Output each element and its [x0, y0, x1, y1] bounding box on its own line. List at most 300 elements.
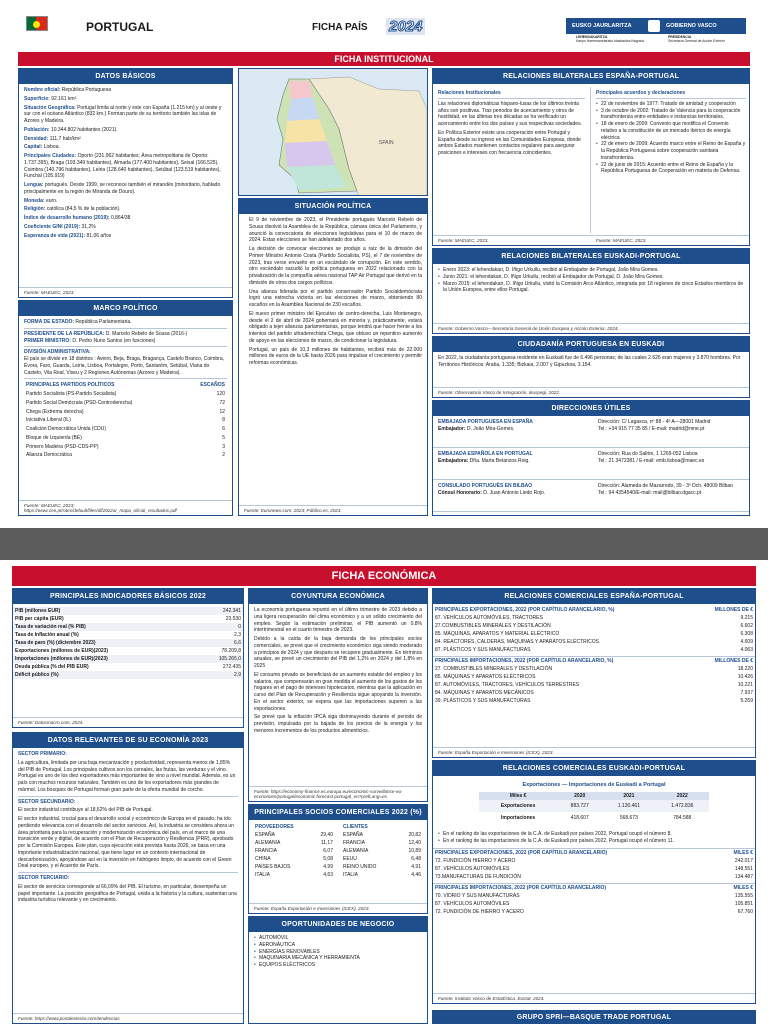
- coyuntura-title: COYUNTURA ECONÓMICA: [249, 589, 427, 604]
- gov-name-eu: EUSKO JAURLARITZA: [572, 23, 632, 29]
- rel-eus-item: • Marzo 2015: el lehendakari, D. Iñigo Urkullu, visitó la Comisión Arco Atlántico, integrada por 18 regiones de cinco Estados miembros de la Unión Europea, entre ellos Portugal.: [438, 281, 744, 295]
- indicadores-box: [12, 588, 244, 728]
- import-row-cell: 18.220: [737, 666, 753, 672]
- indicador-row-cell: 272.435: [222, 664, 241, 670]
- eus-export-row: [433, 865, 755, 873]
- eus-export-row-cell: 87. VEHÍCULOS AUTOMÓVILES: [435, 865, 510, 872]
- export-row: [433, 614, 755, 622]
- proveedor-row: [253, 839, 335, 847]
- com-esp-pt-source: Fuente: España Exportación e Inversiones (ICEX), 2023.: [433, 747, 755, 757]
- com-esp-pt-exp-table: [433, 606, 755, 654]
- eus-table-cell: 418.607: [570, 815, 589, 821]
- party-row: [24, 451, 227, 460]
- proveedor-row-cell: 4,99: [323, 864, 333, 870]
- cliente-row-cell: 20,82: [408, 832, 421, 838]
- gov-sub1: LEHENDAKARITZA: [576, 35, 608, 39]
- sector-primario-label: SECTOR PRIMARIO:: [18, 751, 67, 757]
- proveedor-row-cell: 4,63: [323, 872, 333, 878]
- coyuntura-list: [249, 604, 427, 740]
- eus-table-row: [479, 800, 709, 812]
- marco-politico-box: [18, 300, 233, 516]
- direccion-addr: Dirección: C/ Lagasca, nº 88 - 4ª A—28001 Madrid: [598, 419, 711, 425]
- doc-year: 2024: [386, 18, 425, 35]
- dato-basico: [24, 127, 227, 134]
- map-label-spain: SPAIN: [379, 140, 394, 146]
- dato-basico: [24, 215, 227, 222]
- eus-table-header: 2020: [574, 793, 586, 799]
- eus-table-cell: 1.472.836: [671, 803, 694, 809]
- portugal-flag-icon: [26, 16, 48, 31]
- import-row: [433, 697, 755, 705]
- dato-value: 10.344.802 habitantes (2021).: [50, 126, 118, 133]
- gov-name-es: GOBIERNO VASCO: [666, 23, 717, 29]
- dato-basico: [24, 182, 227, 196]
- direccion-right: [598, 419, 744, 444]
- indicador-row: [13, 615, 243, 623]
- dato-label: Principales Ciudades:: [24, 153, 77, 159]
- direccion-name: EMBAJADA PORTUGUESA EN ESPAÑA: [438, 419, 533, 425]
- direccion-name: EMBAJADA ESPAÑOLA EN PORTUGAL: [438, 451, 533, 457]
- socios-title: PRINCIPALES SOCIOS COMERCIALES 2022 (%): [249, 805, 427, 820]
- datos-relevantes-title: DATOS RELEVANTES DE SU ECONOMÍA 2023: [13, 733, 243, 748]
- dato-basico: [24, 206, 227, 213]
- datos-relevantes-box: [12, 732, 244, 1024]
- party-row-cell: 12: [219, 408, 225, 415]
- direccion-person: [438, 426, 598, 433]
- party-row-cell: 120: [216, 391, 225, 397]
- coyuntura-item: El consumo privado se beneficiará de un aumento estable del empleo y los salarios, que compensarán en gran medida el aumento de los gastos de los hogares en el pago de intereses hipotecarios, mientras que la aplicación en curso del Plan de Recuperación y Resiliencia sigue apoyando la inversión. En el sector exterior, se espera que las importaciones superen a las exportaciones.: [254, 671, 422, 712]
- import-row-cell: 87. AUTOMÓVILES, TRACTORES, VEHÍCULOS TERRESTRES: [435, 682, 580, 688]
- dato-value: portugués. Desde 1999, se reconoce también el mirandés (minoritario, hablado principalmente en la región de Miranda de Douro).: [24, 182, 221, 195]
- dato-label: Lengua:: [24, 182, 44, 188]
- export-row: [433, 630, 755, 638]
- party-row-cell: Coalición Democrática Unida (CDU): [26, 426, 107, 432]
- oportunidades-box: [248, 916, 428, 1024]
- sector-primario-text: La agricultura, limitada por una baja mecanización y productividad, representa menos de 1,85% del PIB de Portugal. Los principales cultivos son los cereales, las frutas, las verduras y el vino. Portugal es uno de los diez exportadores más importantes de vino a nivel mundial. Además, es un país con muchos recursos naturales. También es uno de los exportadores más grandes de mármol. Los bosques de Portugal forman gran parte de la oferta mundial de corcho.: [18, 759, 236, 793]
- clientes-header: CLIENTES: [343, 824, 368, 830]
- eus-export-row-cell: 73.MANUFACTURAS DE FUNDICIÓN: [435, 873, 521, 880]
- direcciones-list: [433, 416, 749, 512]
- direccion-person: [438, 490, 598, 497]
- direccion-tel: Tel.: 21 3472381 / E-mail: emb.lisboa@maec.es: [598, 458, 705, 464]
- proveedor-row-cell: ESPAÑA: [255, 832, 275, 838]
- gov-logo: [566, 18, 746, 34]
- proveedor-row-cell: 11,17: [320, 840, 333, 846]
- com-esp-pt-unit-header-2: MILLONES DE €: [714, 658, 753, 664]
- indicador-row-cell: PIB per cápita (EUR): [15, 616, 64, 622]
- eus-export-row: [433, 857, 755, 865]
- cliente-row-cell: ALEMANIA: [343, 848, 369, 854]
- dato-basico: [24, 87, 227, 94]
- import-row: [433, 681, 755, 689]
- direccion-person: [438, 458, 598, 465]
- rel-eus-pt-source: Fuente: Gobierno Vasco—Secretaría General de Unión Europea y Acción Exterior, 2024.: [433, 323, 749, 333]
- situacion-politica-box: [238, 198, 428, 516]
- socios-source: Fuente: España Exportación e Inversiones (ICEX), 2023.: [249, 903, 427, 913]
- eus-export-row-cell: 242.017: [734, 857, 753, 864]
- indicador-row-cell: 242.341: [222, 608, 241, 614]
- marco-source: Fuente: MAEUEC, 2023; https://www.cne.pt/sites/default/files/dl/2022ar_mapa_oficial_resultados.pdf: [19, 500, 232, 515]
- indicador-row-cell: 78.209,8: [221, 648, 241, 654]
- acuerdo-item: • 22 de junio de 2015: Acuerdo entre el Reino de España y la República Portuguesa de Cooperación en materia de Defensa.: [596, 162, 746, 176]
- dato-value: 111,7 hab/km²: [49, 135, 81, 142]
- acuerdos-heading: Principales acuerdos y declaraciones: [596, 90, 746, 99]
- cliente-row-cell: EEUU: [343, 856, 357, 862]
- dato-basico: [24, 233, 227, 240]
- direccion-left: [438, 451, 598, 476]
- doc-title: FICHA PAÍS: [312, 22, 368, 33]
- situacion-list: [239, 214, 427, 372]
- import-row: [433, 673, 755, 681]
- export-row-cell: 84. REACTORES, CALDERAS, MÁQUINAS Y APARATOS ELÉCTRICOS: [435, 639, 599, 645]
- com-eus-pt-imp-table: [433, 883, 755, 916]
- export-row: [433, 622, 755, 630]
- dato-basico: [24, 96, 227, 103]
- cliente-row-cell: 10,89: [408, 848, 421, 854]
- indicador-row-cell: PIB (millones EUR): [15, 608, 61, 614]
- country-name: PORTUGAL: [86, 20, 154, 34]
- ciudadania-box: [432, 336, 750, 398]
- dato-label: Situación Geográfica:: [24, 104, 76, 111]
- import-row: [433, 689, 755, 697]
- eus-export-row-cell: 72. FUNDICIÓN HIERRO Y ACERO: [435, 857, 516, 864]
- clientes-table: [341, 823, 423, 879]
- import-row-cell: 7.937: [740, 690, 753, 696]
- indicador-row-cell: Tasa de paro (%) (diciembre 2023): [15, 640, 96, 646]
- datos-basicos-list: [19, 84, 232, 244]
- dato-label: Capital:: [24, 144, 43, 151]
- indicadores-title: PRINCIPALES INDICADORES BÁSICOS 2022: [13, 589, 243, 604]
- indicador-row-cell: Deuda pública (% del PIB EUR): [15, 664, 89, 670]
- export-row-cell: 27.COMBUSTIBLES MINERALES Y DESTILACIÓN: [435, 623, 551, 629]
- direcciones-box: [432, 400, 750, 516]
- eus-table-cell: 568.673: [619, 815, 638, 821]
- eus-import-row-cell: 87. VEHÍCULOS AUTOMÓVILES: [435, 900, 510, 907]
- direccion-person-name: D. João Mira-Gomes.: [466, 426, 515, 432]
- cliente-row-cell: 12,40: [408, 840, 421, 846]
- eus-import-row-cell: 67.760: [737, 908, 753, 915]
- situacion-item: Portugal, un país de 10,3 millones de habitantes, recibirá más de 22.000 millones de euros de la UE hasta 2026 para impulsar el crecimiento y permitir reformas económicas.: [249, 346, 422, 366]
- eus-table-cell: 784.588: [673, 815, 692, 821]
- oportunidad-item: • ENERGÍAS RENOVABLES: [254, 949, 422, 956]
- acuerdo-item: • 3 de octubre de 2002: Tratado de Valencia para la cooperación transfronteriza entre entidades e instancias territoriales.: [596, 108, 746, 122]
- import-row-cell: 84. MÁQUINAS Y APARATOS MECÁNICOS: [435, 690, 534, 696]
- proveedor-row-cell: CHINA: [255, 856, 271, 862]
- dato-label: Índice de desarrollo humano (2019):: [24, 215, 110, 221]
- indicador-row-cell: 2,3: [234, 632, 241, 638]
- indicador-row-cell: Tasa de variación real (% PIB): [15, 624, 86, 630]
- eus-import-row: [433, 892, 755, 900]
- export-row-cell: 85. MÁQUINAS, APARATOS Y MATERIAL ELÉCTRICO: [435, 631, 560, 637]
- spri-title: GRUPO SPRI—BASQUE TRADE PORTUGAL: [432, 1010, 756, 1024]
- eus-table-header: 2021: [623, 793, 635, 799]
- page-ficha-economica: [0, 560, 768, 1024]
- party-row-cell: Alianza Democrática: [26, 452, 72, 459]
- party-row-cell: Partido Socialista (PS-Partido Socialista): [26, 391, 117, 397]
- dato-value: 0,864/38: [110, 215, 131, 221]
- party-row-cell: Bloque de Izquierda (BE): [26, 434, 82, 441]
- dato-basico: [24, 144, 227, 151]
- rel-inst-p2: En Política Exterior existe una cooperación entre Portugal y España desde su ingreso en las Comunidades Europeas, donde ambos Estados mantienen contactos regulares para asegurar posiciones e intereses con frecuencia coincidentes.: [438, 129, 581, 156]
- direccion-person-name: Dña. Marta Betanzos Roig.: [469, 458, 530, 464]
- proveedores-table: [253, 823, 335, 879]
- indicador-row-cell: Tasa de Inflación anual (%): [15, 632, 79, 638]
- eus-import-row-cell: 70. VIDRIO Y SUS MANUFACTURAS: [435, 892, 520, 899]
- proveedor-row: [253, 871, 335, 879]
- direccion-person-name: D. Juan Antonio Liedo Rojo.: [483, 490, 546, 496]
- proveedor-row-cell: FRANCIA: [255, 848, 277, 854]
- direccion-item: [433, 416, 749, 448]
- eus-table-header: Miles €: [509, 793, 527, 799]
- datos-basicos-source: Fuente: MAEUEC, 2023.: [19, 287, 232, 297]
- import-row: [433, 665, 755, 673]
- indicador-row: [13, 623, 243, 631]
- sector-terciario-label: SECTOR TERCIARIO:: [18, 875, 70, 881]
- coyuntura-source: Fuente: https://economy-finance.ec.europa.eu/economic-surveillance-eu-economies/portugal/economic-forecast-portugal_en?prefLang=es: [249, 786, 427, 801]
- party-row-cell: 8: [222, 417, 225, 424]
- ranking-note: • En el ranking de las exportaciones de la C.A. de Euskadi por países 2022, Portugal ocupó el número 8.: [438, 831, 750, 838]
- proveedor-row-cell: 5,08: [323, 856, 333, 862]
- dato-label: Nombre oficial:: [24, 87, 61, 93]
- party-row: [24, 408, 227, 417]
- party-row-cell: Chega (Extrema derecha): [26, 408, 84, 415]
- cliente-row: [341, 863, 423, 871]
- coyuntura-box: [248, 588, 428, 802]
- situacion-item: La decisión de convocar elecciones se produjo a raíz de la dimisión del Primer Ministro Antonio Costa (Partido Socialista, PS), el 7 de noviembre de 2023, tras verse envuelto en un escándalo de corrupción. En este sentido, otro escándalo sacudió la política portuguesa en 2022 relacionado con la privatización de la compañía aérea nacional TAP Air Portugal que derivó en la dimisión de otros dos cargos políticos.: [249, 246, 422, 286]
- direccion-item: [433, 480, 749, 512]
- com-esp-pt-unit-header: MILLONES DE €: [714, 607, 753, 613]
- marco-politico-title: MARCO POLÍTICO: [19, 301, 232, 316]
- indicador-row-cell: Importaciones (millones de EUR)(2023): [15, 656, 108, 662]
- division-label: DIVISIÓN ADMINISTRATIVA:: [24, 349, 91, 356]
- party-row: [24, 399, 227, 408]
- export-row-cell: 4.063: [740, 647, 753, 653]
- rel-esp-pt-source-2: Fuente: MAEUEC, 2023.: [591, 235, 749, 245]
- com-eus-pt-chart-title: Exportaciones — Importaciones de Euskadi a Portugal: [522, 782, 666, 788]
- com-eus-pt-title: RELACIONES COMERCIALES EUSKADI-PORTUGAL: [433, 761, 755, 776]
- cliente-row: [341, 855, 423, 863]
- dato-label: Densidad:: [24, 135, 49, 142]
- com-esp-pt-box: [432, 588, 756, 758]
- rel-eus-item: • Enero 2023: el lehendakari, D. Iñigo Urkullu, recibió al Embajador de Portugal, João Mira Gomes.: [438, 267, 744, 274]
- datos-relevantes-source: Fuente: https://www.portalexterior.com/tendencias: [13, 1013, 243, 1023]
- party-row: [24, 416, 227, 425]
- import-row-cell: 85. MÁQUINAS Y APARATOS ELÉCTRICOS: [435, 674, 536, 680]
- situacion-item: El 9 de noviembre de 2023, el Presidente portugués Marcelo Rebelo de Sousa disolvió la Asamblea de la República, cámara única del Parlamento, y anunció la convocatoria de elecciones legislativas para el 10 de marzo de 2024. Estas elecciones se han adelantado dos años.: [249, 217, 422, 244]
- eus-table-header: 2022: [676, 793, 688, 799]
- eus-table-cell: 883.727: [570, 803, 589, 809]
- direccion-tel: Tel.: 94 4354540/E-mail: mail@bilbao.dgacc.pt: [598, 490, 702, 496]
- rel-esp-pt-source-1: Fuente: MAEUEC, 2023.: [433, 235, 591, 245]
- parties-table: [24, 381, 227, 460]
- sector-secundario-text-a: El sector industrial contribuye al 18,62% del PIB de Portugal.: [18, 807, 153, 814]
- section-bar-institucional: FICHA INSTITUCIONAL: [18, 52, 750, 66]
- export-row-cell: 87. PLÁSTICOS Y SUS MANUFACTURAS: [435, 647, 531, 653]
- indicadores-table: [13, 607, 243, 679]
- dato-label: Esperanza de vida (2021):: [24, 232, 86, 239]
- eus-import-row-cell: 135.555: [734, 892, 753, 899]
- com-eus-pt-exp-table: [433, 848, 755, 881]
- proveedor-row: [253, 831, 335, 839]
- rel-eus-pt-list: [433, 264, 749, 297]
- oportunidades-title: OPORTUNIDADES DE NEGOCIO: [249, 917, 427, 932]
- party-row-cell: Iniciativa Liberal (IL): [26, 417, 71, 424]
- presidente-value: D. Marcelo Rebelo de Sousa (2016-): [105, 330, 188, 337]
- indicador-row: [13, 607, 243, 615]
- dato-value: euro.: [45, 197, 58, 204]
- indicador-row: [13, 663, 243, 671]
- direccion-addr: Dirección: Alameda de Mazarredo, 39 - 3º Dch. 48009 Bilbao: [598, 483, 733, 489]
- export-row-cell: 6.602: [740, 623, 753, 629]
- dato-basico: [24, 198, 227, 205]
- rel-esp-pt-box: [432, 68, 750, 246]
- com-esp-pt-imp-table: [433, 656, 755, 705]
- com-eus-pt-source: Fuente: Instituto Vasco de Estadística, Eustat, 2024.: [433, 993, 755, 1003]
- direccion-role: Embajadora:: [438, 458, 469, 464]
- eus-table-cell: 1.130.461: [617, 803, 640, 809]
- proveedor-row: [253, 863, 335, 871]
- direccion-addr: Dirección: Rua do Salitre, 1 1269-052 Lisboa: [598, 451, 698, 457]
- eus-import-row-cell: 72. FUNDICIÓN DE HIERRO Y ACERO: [435, 908, 524, 915]
- party-row-cell: 2: [222, 452, 225, 459]
- direccion-right: [598, 451, 744, 476]
- cliente-row: [341, 839, 423, 847]
- party-row-cell: 5: [222, 434, 225, 441]
- party-row-cell: 3: [222, 443, 225, 450]
- party-row-cell: 72: [219, 399, 225, 406]
- import-row-cell: 27. COMBUSTIBLES MINERALES Y DESTILACIÓN: [435, 666, 553, 672]
- dato-label: Población:: [24, 126, 50, 133]
- gov-sub-es: [668, 35, 725, 43]
- primer-ministro-label: PRIMER MINISTRO:: [24, 337, 71, 344]
- indicadores-source: Fuente: Datosmacro.com, 2024.: [13, 717, 243, 727]
- socios-box: [248, 804, 428, 914]
- gov-sub2: PRESIDENCIA: [668, 35, 692, 39]
- party-row-cell: 6: [222, 426, 225, 432]
- acuerdo-item: • 22 de noviembre de 1977: Tratado de amistad y cooperación: [596, 101, 746, 108]
- division-value: El país se divide en 18 distritos : Aveiro, Beja, Braga, Bragança, Castelo Branco, Coimbra, Évora, Faro, Guarda, Leiria, Lisboa, Portalegre, Porto, Santarém, Setúbal, Viana do Castelo, Vila Real, Viseu y 2 Regiones Autónomas (Azores y Madeira).: [24, 356, 225, 376]
- ranking-note: • En el ranking de las importaciones de la C.A. de Euskadi por países 2022, Portugal ocupó el número 11.: [438, 838, 750, 845]
- cliente-row: [341, 831, 423, 839]
- situacion-item: Una alianza liderada por el partido conservador Partido Socialdemócrata logró una estrecha victoria en las elecciones de marzo, obteniendo 80 escaños en la Asamblea Nacional de 230 escaños.: [249, 288, 422, 308]
- rel-institucionales-heading: Relaciones Institucionales: [438, 90, 585, 99]
- dato-value: católica (84,5 % de la población).: [46, 206, 121, 213]
- proveedor-row: [253, 855, 335, 863]
- acuerdo-item: • 18 de enero de 2009: Convenio que modifica el Convenio relativo a la constitución de un mercado ibérico de energía eléctrica: [596, 121, 746, 141]
- com-esp-pt-title: RELACIONES COMERCIALES ESPAÑA-PORTUGAL: [433, 589, 755, 604]
- indicador-row-cell: 23.530: [225, 616, 241, 622]
- eus-import-row: [433, 900, 755, 908]
- proveedor-row-cell: ALEMANIA: [255, 840, 281, 846]
- forma-estado-label: FORMA DE ESTADO:: [24, 319, 74, 325]
- export-row: [433, 646, 755, 654]
- export-row: [433, 638, 755, 646]
- map-graphic: [239, 69, 428, 196]
- sector-terciario-text: El sector de servicios corresponde al 66,09% del PIB. El turismo, en particular, desempeña un papel importante. La posición geográfica de Portugal, unida a la historia y la cultura, sustentan una industria turística relevante y en crecimiento.: [18, 883, 237, 904]
- indicador-row-cell: Exportaciones (millones de EUR)(2023): [15, 648, 109, 654]
- dato-value: Lisboa.: [43, 144, 60, 151]
- oportunidades-list: [249, 932, 427, 972]
- sector-secundario-text-b: El sector industrial, crucial para el desarrollo social y económico de Europa en el pasado, ha ido perdiendo relevancia con el desarrollo del sector servicios. Así, la industria se considera ahora un área prioritaria para la recuperación y modernización económica del país, en el marco de una transición verde y digital, de acuerdo con el Plan de Recuperación y Resiliencia (PRR), aprobado por la Comisión Europea. Este plan, cuya ejecución está prevista hasta 2026, se basa en una importante industrialización nacional, que tiene lugar en un contexto internacional de descarbonización, apoyándose así en la inversión en hidrógeno limpio, de acuerdo con el Green Deal europeo, y el Acuerdo de París.: [18, 816, 234, 870]
- dato-value: Portugal limita al norte y este con España (1.215 km) y al oeste y sur con el océano Atlántico (832 km.) Forman parte de su territorio también las islas de Azores y Madeira.: [24, 104, 222, 124]
- indicador-row-cell: 6,6: [234, 640, 241, 646]
- sector-secundario-label: SECTOR SECUNDARIO:: [18, 798, 76, 805]
- header: [0, 0, 768, 48]
- seats-header: ESCAÑOS: [200, 382, 225, 389]
- cliente-row-cell: 4,46: [411, 872, 421, 878]
- export-row-cell: 87. VEHÍCULOS AUTOMÓVILES, TRACTORES: [435, 615, 543, 621]
- acuerdos-list: [596, 101, 746, 175]
- indicador-row: [13, 655, 243, 663]
- ciudadania-text: En 2022, la ciudadanía portuguesa residente en Euskadi fue de 6.496 personas; de las cuales 2.626 eran mujeres y 3.870 hombres. Por Territorios Históricos: Araba, 1.335; Bizkaia, 2.007 y Gipuzkoa, 3.154.: [438, 355, 741, 368]
- com-eus-pt-table: [479, 792, 709, 824]
- rel-eus-pt-box: [432, 248, 750, 334]
- dato-basico: [24, 224, 227, 231]
- cliente-row: [341, 847, 423, 855]
- import-row-cell: 39. PLÁSTICOS Y SUS MANUFACTURAS: [435, 698, 531, 704]
- indicador-row: [13, 639, 243, 647]
- party-row: [24, 425, 227, 434]
- coyuntura-item: La economía portuguesa repuntó en el último trimestre de 2023 debido a una ligera recuperación del clima económico y a un sólido crecimiento del empleo. Según la estimación preliminar, el PIB aumentó un 0,8% intertrimestral en el cuarto trimestre de 2023.: [254, 607, 422, 634]
- dato-label: Superficie:: [24, 95, 50, 102]
- dato-basico: [24, 105, 227, 125]
- indicador-row-cell: 2,9: [234, 672, 241, 678]
- situacion-source: Fuente: Euronews.com, 2024; Público.es, 2024.: [239, 505, 427, 515]
- coyuntura-item: Debido a la caída de la baja demanda de los principales socios comerciales, se prevé que el crecimiento económico siga siendo moderado a principios de 2024 y que después se recupere gradualmente. En términos anuales, se prevé un crecimiento del PIB del 1,2% en 2024 y del 1,8% en 2025: [254, 636, 422, 669]
- eus-import-row-cell: 105.851: [734, 900, 753, 907]
- party-row-cell: Primero Madeira (PSD-CDS-PP): [26, 443, 99, 450]
- party-row: [24, 390, 227, 399]
- presidente-label: PRESIDENTE DE LA REPÚBLICA:: [24, 330, 105, 337]
- export-row-cell: 9.215: [740, 615, 753, 621]
- forma-estado-value: República Parlamentaria.: [75, 319, 132, 325]
- dato-label: Moneda:: [24, 197, 45, 204]
- coyuntura-item: Se prevé que la inflación IPCA siga disminuyendo durante el periodo de previsión, impulsada por la bajada de los precios de la energía y los menores incrementos de los productos alimenticios.: [254, 714, 422, 734]
- cliente-row-cell: REINO UNIDO: [343, 864, 377, 870]
- import-row-cell: 10.426: [737, 674, 753, 680]
- indicador-row-cell: 105.265,0: [218, 656, 241, 662]
- dato-label: Coeficiente GINI (2019):: [24, 223, 81, 230]
- indicador-row: [13, 647, 243, 655]
- rel-inst-p1: Las relaciones diplomáticas hispano-lusas de los últimos treinta años son positivas. Tras periodos de acercamiento y otros de hostilidad, en las últimas tres décadas se ha verificado un acercamiento entre los dos países y sus respectivas sociedades.: [438, 100, 582, 127]
- eus-export-row-cell: 148.551: [734, 865, 753, 872]
- cliente-row: [341, 871, 423, 879]
- ciudadania-title: CIUDADANÍA PORTUGUESA EN EUSKADI: [433, 337, 749, 352]
- cliente-row-cell: ESPAÑA: [343, 832, 363, 838]
- gov-sub-eu: [576, 35, 644, 43]
- eus-table-cell: Importaciones: [501, 815, 536, 821]
- com-esp-pt-exp-header: PRINCIPALES EXPORTACIONES, 2022 (POR CAPÍTULO ARANCELARIO, %): [435, 607, 615, 613]
- portugal-map: [238, 68, 428, 196]
- direccion-item: [433, 448, 749, 480]
- proveedor-row-cell: 29,40: [320, 832, 333, 838]
- indicador-row: [13, 671, 243, 679]
- proveedor-row-cell: ITALIA: [255, 872, 270, 878]
- proveedor-row-cell: 6,07: [323, 848, 333, 854]
- eus-export-row-cell: 134.487: [734, 873, 753, 880]
- import-row-cell: 5.259: [740, 698, 753, 704]
- com-eus-pt-imp-header: PRINCIPALES IMPORTACIONES, 2022 (POR CAPÍTULO ARANCELARIO): [435, 884, 607, 891]
- direccion-tel: Tel.: +34 915 77 35 85 / E-mail: madrid@mne.pt: [598, 426, 705, 432]
- export-row-cell: 6.308: [740, 631, 753, 637]
- eus-export-row: [433, 873, 755, 881]
- parties-header: PRINCIPALES PARTIDOS POLÍTICOS: [26, 382, 115, 389]
- cliente-row-cell: ITALIA: [343, 872, 358, 878]
- com-eus-pt-notes: [433, 828, 755, 848]
- party-row: [24, 443, 227, 452]
- eus-table-row: [479, 812, 709, 824]
- oportunidad-item: • MAQUINARIA MECÁNICA Y HERRAMIENTA: [254, 955, 422, 962]
